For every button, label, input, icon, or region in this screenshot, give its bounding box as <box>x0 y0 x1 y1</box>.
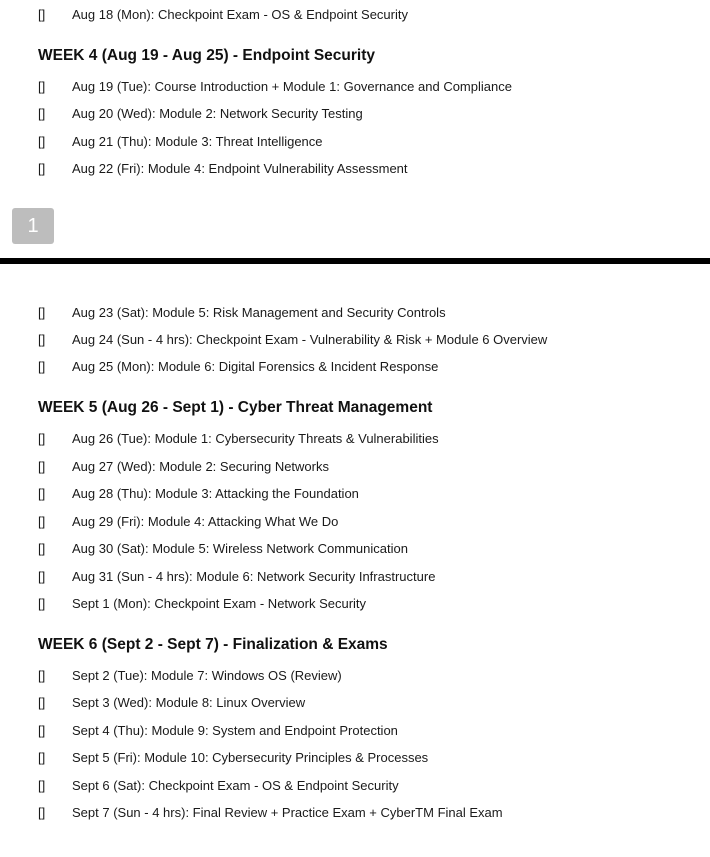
checkbox-marker[interactable]: [] <box>38 332 46 347</box>
list-item <box>38 359 438 375</box>
checkbox-marker[interactable]: [] <box>38 750 46 765</box>
list-item-text: Sept 4 (Thu): Module 9: System and Endpoint Protection <box>72 723 398 738</box>
list-item-text: Aug 24 (Sun - 4 hrs): Checkpoint Exam - Vulnerability & Risk + Module 6 Overview <box>72 332 548 347</box>
checkbox-marker[interactable]: [] <box>38 723 46 738</box>
week-6-heading: WEEK 6 (Sept 2 - Sept 7) - Finalization & Exams <box>38 636 388 653</box>
list-item <box>38 7 408 23</box>
list-item <box>38 695 305 711</box>
checkbox-marker[interactable]: [] <box>38 668 46 683</box>
list-item-text: Sept 5 (Fri): Module 10: Cybersecurity Principles & Processes <box>72 750 429 765</box>
list-item <box>38 514 338 530</box>
page-break-divider <box>0 258 710 264</box>
list-item <box>38 134 323 150</box>
checkbox-marker[interactable]: [] <box>38 161 46 176</box>
list-item <box>38 569 435 585</box>
checkbox-marker[interactable]: [] <box>38 695 46 710</box>
list-item-text: Sept 1 (Mon): Checkpoint Exam - Network Security <box>72 596 367 611</box>
list-item-text: Aug 25 (Mon): Module 6: Digital Forensics & Incident Response <box>72 359 439 374</box>
list-item-text: Aug 26 (Tue): Module 1: Cybersecurity Threats & Vulnerabilities <box>72 431 439 446</box>
list-item <box>38 805 503 821</box>
list-item-text: Aug 31 (Sun - 4 hrs): Module 6: Network Security Infrastructure <box>72 569 436 584</box>
list-item-text: Aug 30 (Sat): Module 5: Wireless Network Communication <box>72 541 408 556</box>
week-4-heading: WEEK 4 (Aug 19 - Aug 25) - Endpoint Security <box>38 47 376 64</box>
list-item-text: Aug 20 (Wed): Module 2: Network Security Testing <box>72 106 363 121</box>
checkbox-marker[interactable]: [] <box>38 486 46 501</box>
list-item-text: Sept 6 (Sat): Checkpoint Exam - OS & Endpoint Security <box>72 778 399 793</box>
week-5-heading: WEEK 5 (Aug 26 - Sept 1) - Cyber Threat Management <box>38 399 433 416</box>
page-number-badge: 1 <box>12 208 54 244</box>
list-item <box>38 750 428 766</box>
checkbox-marker[interactable]: [] <box>38 596 46 611</box>
list-item <box>38 332 547 348</box>
list-item <box>38 305 446 321</box>
list-item-text: Aug 27 (Wed): Module 2: Securing Networks <box>72 459 329 474</box>
checkbox-marker[interactable]: [] <box>38 134 46 149</box>
list-item <box>38 161 408 177</box>
list-item <box>38 596 366 612</box>
checkbox-marker[interactable]: [] <box>38 7 46 22</box>
list-item-text: Aug 19 (Tue): Course Introduction + Module 1: Governance and Compliance <box>72 79 512 94</box>
checkbox-marker[interactable]: [] <box>38 778 46 793</box>
checkbox-marker[interactable]: [] <box>38 569 46 584</box>
list-item-text: Aug 28 (Thu): Module 3: Attacking the Foundation <box>72 486 359 501</box>
checkbox-marker[interactable]: [] <box>38 431 46 446</box>
checkbox-marker[interactable]: [] <box>38 106 46 121</box>
list-item-text: Sept 7 (Sun - 4 hrs): Final Review + Practice Exam + CyberTM Final Exam <box>72 805 503 820</box>
list-item-text: Sept 3 (Wed): Module 8: Linux Overview <box>72 695 306 710</box>
list-item <box>38 668 342 684</box>
list-item-text: Aug 23 (Sat): Module 5: Risk Management and Security Controls <box>72 305 446 320</box>
list-item-text: Aug 22 (Fri): Module 4: Endpoint Vulnerability Assessment <box>72 161 408 176</box>
checkbox-marker[interactable]: [] <box>38 359 46 374</box>
checkbox-marker[interactable]: [] <box>38 514 46 529</box>
list-item-text: Aug 29 (Fri): Module 4: Attacking What We Do <box>72 514 339 529</box>
list-item-text: Sept 2 (Tue): Module 7: Windows OS (Review) <box>72 668 342 683</box>
list-item <box>38 79 512 95</box>
list-item-text: Aug 21 (Thu): Module 3: Threat Intelligence <box>72 134 323 149</box>
list-item <box>38 541 408 557</box>
list-item <box>38 431 439 447</box>
checkbox-marker[interactable]: [] <box>38 541 46 556</box>
checkbox-marker[interactable]: [] <box>38 305 46 320</box>
list-item <box>38 459 329 475</box>
checkbox-marker[interactable]: [] <box>38 79 46 94</box>
list-item <box>38 778 399 794</box>
list-item <box>38 723 398 739</box>
list-item <box>38 486 359 502</box>
list-item <box>38 106 363 122</box>
list-item-text: Aug 18 (Mon): Checkpoint Exam - OS & Endpoint Security <box>72 7 408 22</box>
checkbox-marker[interactable]: [] <box>38 805 46 820</box>
checkbox-marker[interactable]: [] <box>38 459 46 474</box>
